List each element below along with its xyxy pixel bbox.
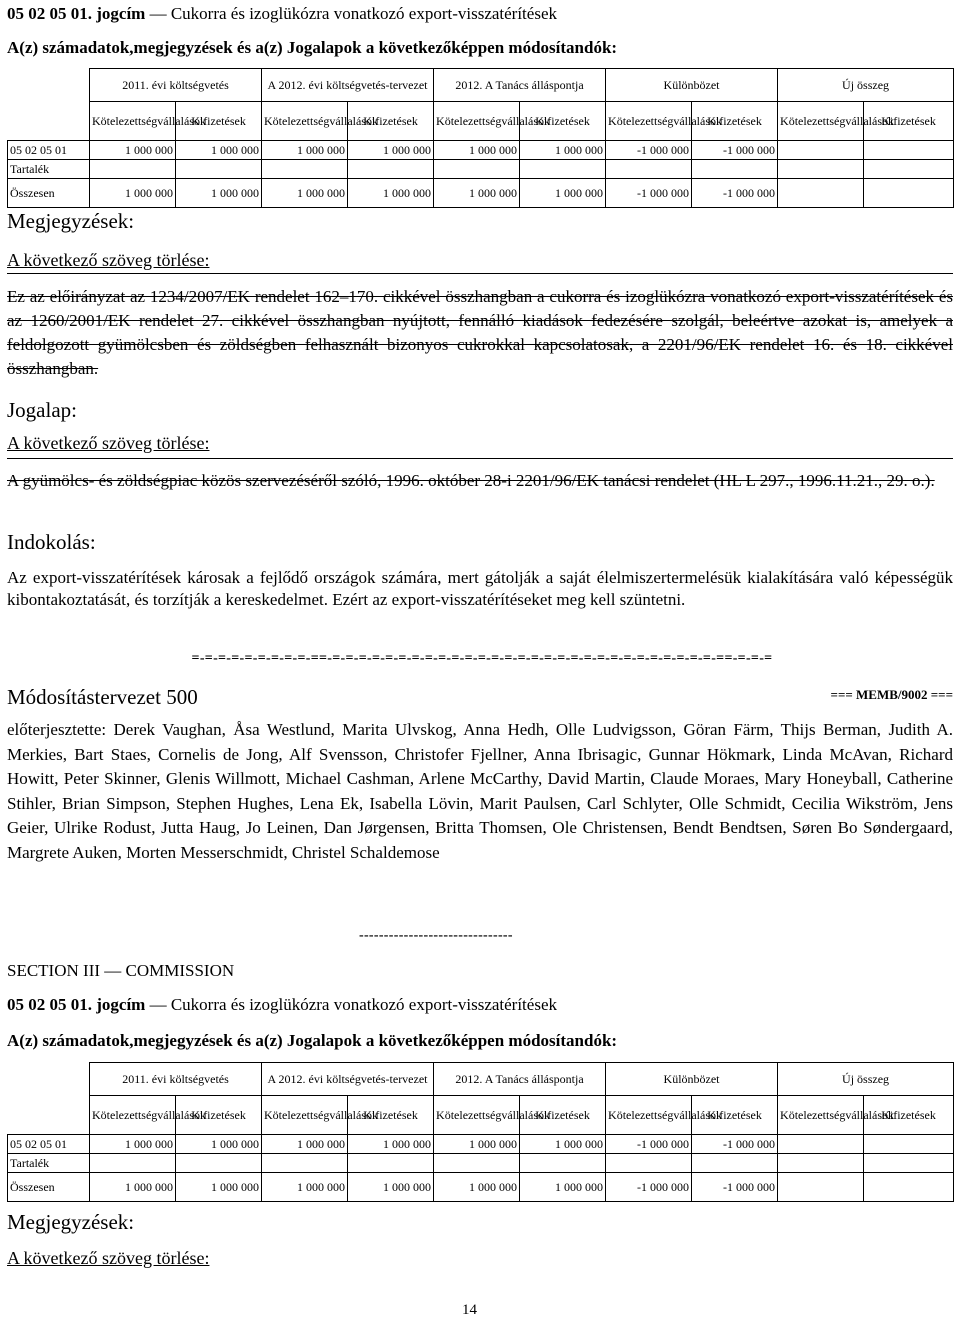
table-cell bbox=[778, 179, 864, 208]
row-label: 05 02 05 01 bbox=[8, 1135, 90, 1154]
table-cell: -1 000 000 bbox=[606, 141, 692, 160]
table-cell: 1 000 000 bbox=[176, 141, 262, 160]
budget-line-code: 05 02 05 01. jogcím bbox=[7, 995, 146, 1014]
header-commitments: Kötelezettségvállalások bbox=[262, 102, 348, 141]
amendment-title: Módosítástervezet 500 bbox=[7, 685, 198, 709]
table-cell: 1 000 000 bbox=[348, 179, 434, 208]
table-cell: 1 000 000 bbox=[262, 141, 348, 160]
col-budget-2011: 2011. évi költségvetés bbox=[90, 69, 262, 102]
table-cell: 1 000 000 bbox=[434, 1135, 520, 1154]
budget-line-title: Cukorra és izoglükózra vonatkozó export-visszatérítések bbox=[170, 995, 557, 1014]
table-cell: 1 000 000 bbox=[348, 1173, 434, 1202]
header-commitments: Kötelezettségvállalások bbox=[606, 1096, 692, 1135]
col-new-amount: Új összeg bbox=[778, 69, 954, 102]
header-commitments: Kötelezettségvállalások bbox=[90, 1096, 176, 1135]
table-cell: 1 000 000 bbox=[262, 179, 348, 208]
col-council-2012: 2012. A Tanács álláspontja bbox=[434, 69, 606, 102]
row-label: Összesen bbox=[8, 1173, 90, 1202]
justification-title: Indokolás: bbox=[7, 530, 96, 554]
table-cell: 1 000 000 bbox=[90, 179, 176, 208]
col-difference: Különbözet bbox=[606, 69, 778, 102]
legal-basis-deleted-text: A gyümölcs- és zöldségpiac közös szervezéséről szóló, 1996. október 28-i 2201/96/EK tanácsi rendelet (HL L 297., 1996.11.21., 29. o.). bbox=[7, 471, 935, 490]
header-payments: Kifizetések bbox=[864, 102, 954, 141]
authors-list: előterjesztette: Derek Vaughan, Åsa Westlund, Marita Ulvskog, Anna Hedh, Olle Ludvigsson, Göran Färm, Thijs Berman, Judith A. Merkies, Bart Staes, Cornelis de Jong, Alf Svensson, Christofer Fjellner, Anna Ibrisagic, Gunnar Hökmark, Linda McAvan, Richard Howitt, Peter Skinner, Glenis Willmott, Michael Cashman, Arlene McCarthy, David Martin, Claude Moraes, Mary Honeyball, Catherine Stihler, Brian Simpson, Stephen Hughes, Lena Ek, Isabella Lövin, Marit Paulsen, Carl Schlyter, Olle Schmidt, Cecilia Wikström, Jens Geier, Ulrike Rodust, Jutta Haug, Jo Leinen, Dan Jørgensen, Britta Thomsen, Ole Christensen, Bendt Bendtsen, Søren Bo Søndergaard, Margrete Auken, Morten Messerschmidt, Christel Schaldemose bbox=[7, 720, 953, 862]
header-commitments: Kötelezettségvállalások bbox=[606, 102, 692, 141]
table-cell: -1 000 000 bbox=[606, 179, 692, 208]
table-cell: 1 000 000 bbox=[176, 179, 262, 208]
header-commitments: Kötelezettségvállalások bbox=[90, 102, 176, 141]
table-cell: 1 000 000 bbox=[434, 1173, 520, 1202]
col-draft-2012: A 2012. évi költségvetés-tervezet bbox=[262, 1063, 434, 1096]
table-cell: 1 000 000 bbox=[520, 179, 606, 208]
table-cell: 1 000 000 bbox=[90, 1173, 176, 1202]
table-cell: 1 000 000 bbox=[520, 1135, 606, 1154]
row-label: Összesen bbox=[8, 179, 90, 208]
header-payments: Kifizetések bbox=[692, 1096, 778, 1135]
table-corner bbox=[8, 1063, 90, 1096]
heading-dash: — bbox=[145, 4, 171, 23]
table-cell: -1 000 000 bbox=[692, 1173, 778, 1202]
table-row bbox=[8, 1135, 954, 1154]
table-cell bbox=[864, 179, 954, 208]
header-commitments: Kötelezettségvállalások bbox=[434, 1096, 520, 1135]
justification-text: Az export-visszatérítések károsak a fejlődő országok számára, mert gátolják a saját élelmiszertermelésük kialakítására való képességük kibontakoztatását, és torzítják a kereskedelmet. Ezért az export-visszatérítéseket meg kell szüntetni. bbox=[7, 568, 953, 609]
table-cell bbox=[864, 1135, 954, 1154]
legal-basis-title: Jogalap: bbox=[7, 398, 77, 422]
table-cell: 1 000 000 bbox=[434, 141, 520, 160]
table-row bbox=[8, 1173, 954, 1202]
page-number: 14 bbox=[462, 1302, 477, 1318]
modification-subheading: A(z) számadatok,megjegyzések és a(z) Jogalapok a következőképpen módosítandók: bbox=[7, 1031, 618, 1050]
col-draft-2012: A 2012. évi költségvetés-tervezet bbox=[262, 69, 434, 102]
table-cell: 1 000 000 bbox=[434, 179, 520, 208]
table-cell bbox=[864, 1173, 954, 1202]
header-payments: Kifizetések bbox=[864, 1096, 954, 1135]
modification-subheading: A(z) számadatok,megjegyzések és a(z) Jogalapok a következőképpen módosítandók: bbox=[7, 38, 618, 57]
table-cell: -1 000 000 bbox=[606, 1135, 692, 1154]
row-label: Tartalék bbox=[8, 160, 90, 179]
header-commitments: Kötelezettségvállalások bbox=[434, 102, 520, 141]
header-commitments: Kötelezettségvállalások bbox=[262, 1096, 348, 1135]
table-cell: 1 000 000 bbox=[348, 1135, 434, 1154]
header-payments: Kifizetések bbox=[176, 1096, 262, 1135]
budget-table-top bbox=[7, 68, 954, 208]
row-label: 05 02 05 01 bbox=[8, 141, 90, 160]
table-cell bbox=[778, 1173, 864, 1202]
table-cell bbox=[778, 141, 864, 160]
table-corner bbox=[8, 69, 90, 102]
col-new-amount: Új összeg bbox=[778, 1063, 954, 1096]
budget-line-code: 05 02 05 01. jogcím bbox=[7, 4, 146, 23]
table-corner bbox=[8, 102, 90, 141]
memb-code: === MEMB/9002 === bbox=[830, 687, 953, 702]
section-heading: SECTION III — COMMISSION bbox=[7, 961, 235, 980]
table-cell: -1 000 000 bbox=[606, 1173, 692, 1202]
table-cell: -1 000 000 bbox=[692, 179, 778, 208]
legal-basis-delete-label: A következő szöveg törlése: bbox=[7, 433, 210, 453]
dash-separator: ------------------------------- bbox=[359, 928, 513, 943]
header-payments: Kifizetések bbox=[520, 102, 606, 141]
remarks-delete-label: A következő szöveg törlése: bbox=[7, 250, 210, 270]
col-council-2012: 2012. A Tanács álláspontja bbox=[434, 1063, 606, 1096]
header-payments: Kifizetések bbox=[176, 102, 262, 141]
separator-line: =-=-=-=-=-=-=-=-=-==-=-=-=-=-=-=-=-=-=-=-=-=-=-=-=-=-=-=-=-=-=-=-=-=-=-=-=-=-=-==-=-=-= bbox=[191, 651, 773, 666]
table-row bbox=[8, 179, 954, 208]
budget-line-heading bbox=[7, 4, 557, 24]
table-cell: 1 000 000 bbox=[262, 1135, 348, 1154]
divider bbox=[7, 458, 953, 459]
heading-dash: — bbox=[145, 995, 171, 1014]
remarks-delete-label: A következő szöveg törlése: bbox=[7, 1248, 210, 1268]
table-corner bbox=[8, 1096, 90, 1135]
table-row bbox=[8, 141, 954, 160]
col-budget-2011: 2011. évi költségvetés bbox=[90, 1063, 262, 1096]
budget-line-heading bbox=[7, 995, 557, 1015]
header-payments: Kifizetések bbox=[692, 102, 778, 141]
remarks-deleted-text: Ez az előirányzat az 1234/2007/EK rendelet 162–170. cikkével összhangban a cukorra és izoglükózra vonatkozó export-visszatérítések és az 1260/2001/EK rendelet 27. cikkével összhangban nyújtott, fennálló kiadások fedezésére szolgál, beleértve azokat is, amelyek a feldolgozott gyümölcsben és zöldségben felhasznált bizonyos cukrokkal kapcsolatosak, a 2201/96/EK rendelet 16. és 18. cikkével összhangban. bbox=[7, 287, 953, 378]
remarks-title: Megjegyzések: bbox=[7, 1210, 135, 1234]
remarks-title: Megjegyzések: bbox=[7, 209, 135, 233]
table-cell: -1 000 000 bbox=[692, 1135, 778, 1154]
divider bbox=[7, 273, 953, 274]
table-cell bbox=[778, 1135, 864, 1154]
header-payments: Kifizetések bbox=[348, 102, 434, 141]
table-cell: 1 000 000 bbox=[176, 1135, 262, 1154]
header-commitments: Kötelezettségvállalások bbox=[778, 1096, 864, 1135]
header-payments: Kifizetések bbox=[348, 1096, 434, 1135]
table-cell bbox=[864, 141, 954, 160]
budget-table-bottom bbox=[7, 1062, 954, 1202]
table-cell: 1 000 000 bbox=[520, 1173, 606, 1202]
table-cell: 1 000 000 bbox=[90, 141, 176, 160]
table-cell: 1 000 000 bbox=[348, 141, 434, 160]
table-row bbox=[8, 160, 954, 179]
table-cell: 1 000 000 bbox=[176, 1173, 262, 1202]
header-commitments: Kötelezettségvállalások bbox=[778, 102, 864, 141]
budget-line-title: Cukorra és izoglükózra vonatkozó export-visszatérítések bbox=[170, 4, 557, 23]
table-cell: 1 000 000 bbox=[520, 141, 606, 160]
table-cell: 1 000 000 bbox=[90, 1135, 176, 1154]
table-cell: 1 000 000 bbox=[262, 1173, 348, 1202]
row-label: Tartalék bbox=[8, 1154, 90, 1173]
header-payments: Kifizetések bbox=[520, 1096, 606, 1135]
col-difference: Különbözet bbox=[606, 1063, 778, 1096]
table-cell: -1 000 000 bbox=[692, 141, 778, 160]
table-row bbox=[8, 1154, 954, 1173]
